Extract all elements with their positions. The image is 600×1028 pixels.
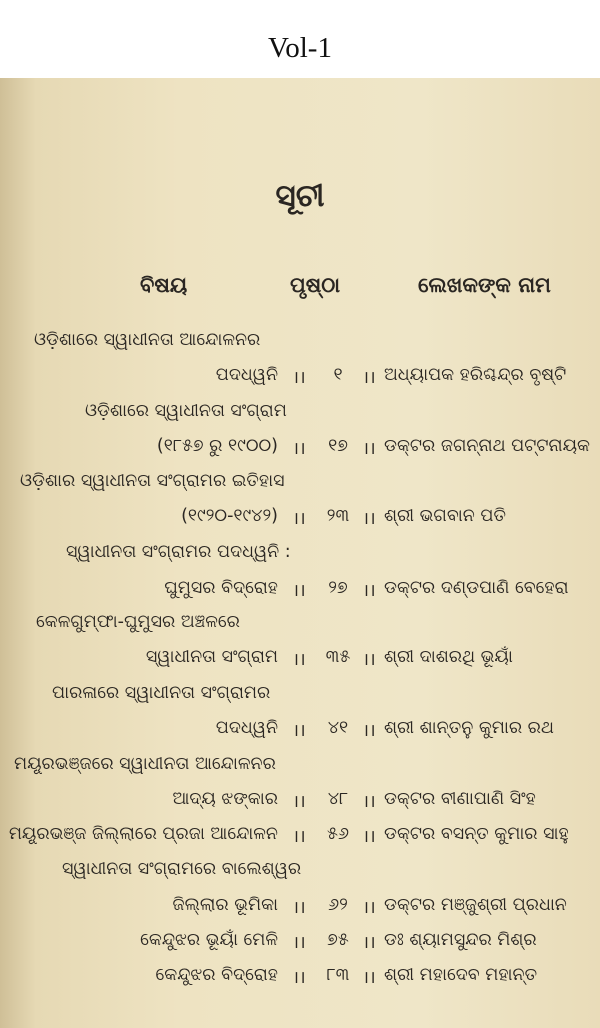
entry-separator: ।। xyxy=(292,650,306,670)
entry-author: ଡକ୍ଟର ବୀଣାପାଣି ସିଂହ xyxy=(384,789,536,809)
entry-separator: ।। xyxy=(362,792,376,812)
entry-subject-text: (୧୯୨୦-୧୯୪୨) xyxy=(181,506,278,526)
entry-separator: ।। xyxy=(292,898,306,918)
entry-subject-text: ମୟୂରଭଞ୍ଜ ଜିଲ୍ଲାରେ ପ୍ରଜା ଆନ୍ଦୋଳନ xyxy=(8,824,278,844)
toc-entry-line xyxy=(0,330,600,360)
column-header-page: ପୃଷ୍ଠା xyxy=(290,273,341,297)
toc-entry-line xyxy=(0,859,600,889)
entry-separator: ।। xyxy=(292,792,306,812)
entry-separator: ।। xyxy=(292,721,306,741)
entry-separator: ।। xyxy=(362,509,376,529)
column-header-author: ଲେଖକଙ୍କ ନାମ xyxy=(418,273,551,297)
entry-subject-text: ସ୍ୱାଧୀନତା ସଂଗ୍ରାମ xyxy=(145,647,278,667)
entry-author: ଡକ୍ଟର ଦଣ୍ଡପାଣି ବେହେରା xyxy=(384,578,569,598)
entry-separator: ।। xyxy=(362,439,376,459)
toc-entry-line xyxy=(0,789,600,819)
entry-page-number: ୮୩ xyxy=(326,965,350,985)
toc-entry-line xyxy=(0,578,600,608)
entry-subject-text: ମୟୂରଭଞ୍ଜରେ ସ୍ୱାଧୀନତା ଆନ୍ଦୋଳନର xyxy=(14,754,276,774)
entry-separator: ।। xyxy=(362,581,376,601)
toc-entry-line xyxy=(0,718,600,748)
entry-separator: ।। xyxy=(362,933,376,953)
entry-separator: ।। xyxy=(292,368,306,388)
entry-subject-text: କେନ୍ଦୁଝର ବିଦ୍ରୋହ xyxy=(155,965,278,985)
column-header-subject: ବିଷୟ xyxy=(140,273,188,297)
entry-separator: ।। xyxy=(362,827,376,847)
entry-separator: ।। xyxy=(292,933,306,953)
entry-page-number: ୪୧ xyxy=(327,718,349,738)
entry-subject-text: କେଳଗୁମ୍ଫା-ଘୁମୁସର ଅଞ୍ଚଳରେ xyxy=(36,612,240,632)
toc-entry-line xyxy=(0,754,600,784)
entry-subject-text: ସ୍ୱାଧୀନତା ସଂଗ୍ରାମର ପଦଧ୍ୱନି : xyxy=(66,542,291,562)
entry-subject-text: ଓଡ଼ିଶାର ସ୍ୱାଧୀନତା ସଂଗ୍ରାମର ଇତିହାସ xyxy=(20,471,285,491)
toc-entry-line xyxy=(0,683,600,713)
entry-author: ଶ୍ରୀ ଭଗବାନ ପତି xyxy=(384,506,506,526)
entry-subject-text: ଆଦ୍ୟ ଝଙ୍କାର xyxy=(172,789,278,809)
entry-author: ଶ୍ରୀ ଶାନ୍ତନୁ କୁମାର ରଥ xyxy=(384,718,555,738)
toc-entry-line xyxy=(0,895,600,925)
toc-entry-line xyxy=(0,401,600,431)
toc-entry-line xyxy=(0,436,600,466)
volume-label: Vol-1 xyxy=(268,32,332,64)
entry-separator: ।। xyxy=(362,898,376,918)
toc-entry-line xyxy=(0,965,600,995)
entry-author: ଡକ୍ଟର ଜଗନ୍ନାଥ ପଟ୍ଟନାୟକ xyxy=(384,436,590,456)
entry-separator: ।। xyxy=(292,581,306,601)
entry-subject-text: ପଦଧ୍ୱନି xyxy=(215,718,278,738)
entry-page-number: ୩୫ xyxy=(325,647,351,667)
entry-author: ଡକ୍ଟର ମଞ୍ଜୁଶ୍ରୀ ପ୍ରଧାନ xyxy=(384,895,567,915)
entry-page-number: ୬୨ xyxy=(328,895,348,915)
entry-separator: ।। xyxy=(362,368,376,388)
toc-entry-line xyxy=(0,647,600,677)
entry-separator: ।। xyxy=(292,968,306,988)
entry-separator: ।। xyxy=(292,827,306,847)
entry-author: ଶ୍ରୀ ଦାଶରଥି ଭୂୟାଁ xyxy=(384,647,513,667)
entry-subject-text: ଜିଲ୍ଲାର ଭୂମିକା xyxy=(172,895,278,915)
entry-separator: ।। xyxy=(362,721,376,741)
toc-title: ସୂଚୀ xyxy=(275,178,325,214)
toc-entry-line xyxy=(0,930,600,960)
entry-page-number: ୧୭ xyxy=(328,436,348,456)
entry-author: ଡକ୍ଟର ବସନ୍ତ କୁମାର ସାହୁ xyxy=(384,824,569,844)
entry-subject-text: ପାରଳାରେ ସ୍ୱାଧୀନତା ସଂଗ୍ରାମର xyxy=(52,683,271,703)
entry-separator: ।। xyxy=(292,509,306,529)
entry-separator: ।। xyxy=(292,439,306,459)
entry-subject-text: ଓଡ଼ିଶାରେ ସ୍ୱାଧୀନତା ସଂଗ୍ରାମ xyxy=(85,401,287,421)
entry-separator: ।। xyxy=(362,650,376,670)
entry-subject-text: କେନ୍ଦୁଝର ଭୂୟାଁ ମେଳି xyxy=(140,930,278,950)
entry-page-number: ୭୫ xyxy=(327,930,349,950)
toc-entry-line xyxy=(0,471,600,501)
entry-separator: ।। xyxy=(362,968,376,988)
toc-entry-line xyxy=(0,506,600,536)
toc-entry-line xyxy=(0,824,600,854)
entry-subject-text: ଓଡ଼ିଶାରେ ସ୍ୱାଧୀନତା ଆନ୍ଦୋଳନର xyxy=(34,330,261,350)
entry-subject-text: ସ୍ୱାଧୀନତା ସଂଗ୍ରାମରେ ବାଲେଶ୍ୱର xyxy=(62,859,302,879)
entry-subject-text: ଘୁମୁସର ବିଦ୍ରୋହ xyxy=(164,578,278,598)
entry-author: ଶ୍ରୀ ମହାଦେବ ମହାନ୍ତ xyxy=(384,965,538,985)
entry-author: ଡଃ ଶ୍ୟାମସୁନ୍ଦର ମିଶ୍ର xyxy=(384,930,537,950)
book-page xyxy=(0,78,600,1028)
toc-entry-line xyxy=(0,542,600,572)
toc-entry-line xyxy=(0,365,600,395)
entry-page-number: ୪୮ xyxy=(327,789,349,809)
entry-page-number: ୨୭ xyxy=(328,578,348,598)
entry-subject-text: (୧୮୫୭ ରୁ ୧୯୦୦) xyxy=(156,436,278,456)
entry-subject-text: ପଦଧ୍ୱନି xyxy=(215,365,278,385)
entry-page-number: ୫୬ xyxy=(327,824,349,844)
entry-page-number: ୨୩ xyxy=(326,506,350,526)
entry-page-number: ୧ xyxy=(333,365,343,385)
entry-author: ଅଧ୍ୟାପକ ହରିଶ୍ଚନ୍ଦ୍ର ବୃଷ୍ଟି xyxy=(384,365,567,385)
toc-entry-line xyxy=(0,612,600,642)
